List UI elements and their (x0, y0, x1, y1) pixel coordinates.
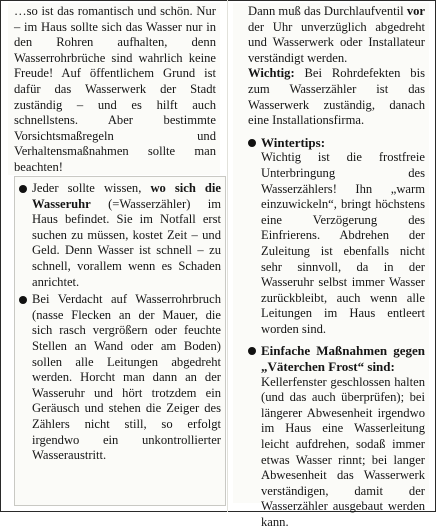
important-label: Wichtig: (248, 66, 295, 81)
bullet-section-wintertips (248, 135, 425, 338)
column-separator (227, 0, 228, 512)
item1-bold: wo sich die Wasseruhr (32, 181, 222, 211)
bullet-dot-icon (19, 296, 27, 304)
frost-heading: Einfache Maßnahmen gegen „Väterchen Frost“ sind: (261, 343, 425, 375)
bullet-dot-icon (248, 139, 256, 147)
important-text: Bei Rohrdefekten bis zum Wasserzähler ist das Wasserwerk zuständig, danach eine Installationsfirma. (248, 66, 425, 128)
p1-lead: Dann muß das Durchlaufventil (248, 4, 407, 18)
item2-text: Bei Verdacht auf Wasserrohrbruch (nasse Flecken an der Mauer, die sich rasch vergrößern oder feuchte Stellen an Wand oder am Boden) sollen alle Leitungen abgedreht werden. Horcht man dann an der Wasseruhr und hört trotzdem ein Geräusch und stehen die Zeiger des Zählers nicht still, so erfolgt irgendwo ein unkontrollierter Wasseraustritt. (32, 292, 221, 463)
frost-body: Kellerfenster geschlossen halten (und das auch überprüfen); bei längerer Abwesenheit irgendwo im Haus eine Wasserleitung leicht aufdrehen, sodaß immer etwas Wasser rinnt; bei langer Abwesenheit das Wasserwerk verständigen, damit der Wasserzähler ausgebaut werden kann. (261, 374, 425, 529)
bullet-item-water-meter (19, 181, 221, 290)
clipping-right (233, 3, 429, 529)
wintertips-heading: Wintertips: (261, 134, 326, 150)
clipping-left-bullets (14, 176, 226, 506)
item1-lead: Jeder sollte wissen, (32, 181, 151, 195)
intro-paragraph: …so ist das romantisch und schön. Nur – im Haus sollte sich das Wasser nur in den Rohren aufhalten, denn Wasserrohrbrüche sind wahrlich keine Freude! Auf öffentlichem Grund ist dafür das Wasserwerk der Stadt zuständig – und es hilft auch schnellstens. Aber bestimmte Vorsichtsmaßregeln und Verhaltensmaßnahmen sollte man beachten! (14, 4, 216, 174)
bullet-item-pipe-burst (19, 292, 221, 464)
bullet-section-frost (248, 343, 425, 530)
p1-rest: der Uhr unverzüglich abgedreht und Wasserwerk oder Installateur verständigt werden. (248, 19, 425, 65)
wintertips-body: Wichtig ist die frostfreie Unterbringung des Wasserzählers! Ihn „warm einzuwickeln“, bringt höchstens eine Verzögerung des Einfrierens. Abdrehen der Zuleitung ist ebenfalls nicht sehr sinnvoll, da in der Wasseruhr selbst immer Wasser zurückbleibt, auch wenn alle Leitungen im Haus entleert worden sind. (261, 150, 425, 336)
bullet-dot-icon (248, 347, 256, 355)
item1-rest: (=Wasserzähler) im Haus befindet. Sie im Notfall erst suchen zu müssen, kostet Zeit – und Geld. Denn Wasser ist schnell – zu schnell, vorallem wenn es Schaden anrichtet. (32, 196, 221, 289)
p1-bold: vor (406, 4, 425, 18)
bullet-dot-icon (19, 185, 27, 193)
clipping-intro (8, 3, 220, 175)
